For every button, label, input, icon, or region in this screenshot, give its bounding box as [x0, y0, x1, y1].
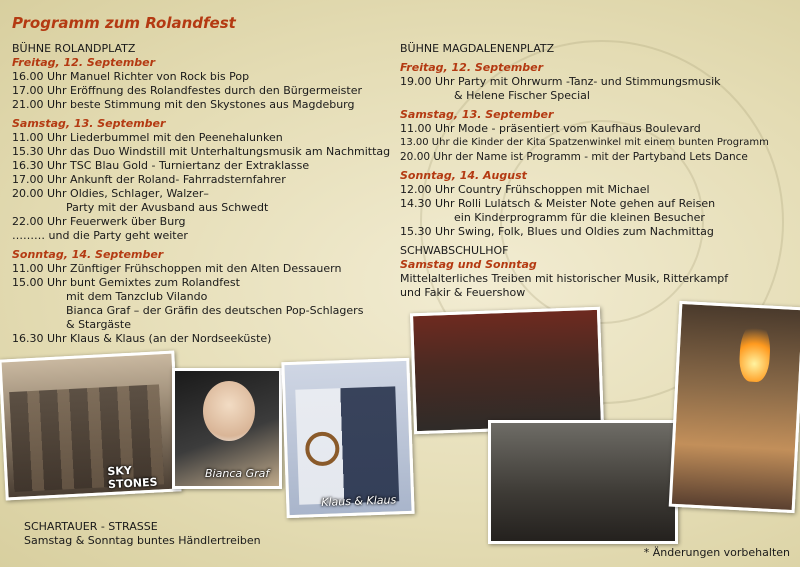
schartauer-strasse-note — [24, 520, 261, 548]
medieval-musicians-photo — [410, 307, 604, 435]
program-line: und Fakir & Feuershow — [400, 286, 526, 299]
venue-heading: BÜHNE MAGDALENENPLATZ — [400, 42, 555, 55]
program-line: Bianca Graf – der Gräfin des deutschen Pop-Schlagers — [66, 304, 364, 317]
fire-torch-icon — [738, 321, 771, 382]
program-line: 16.00 Uhr Manuel Richter von Rock bis Pop — [12, 70, 250, 83]
program-line: 12.00 Uhr Country Frühschoppen mit Michael — [400, 183, 650, 196]
program-line: 20.00 Uhr Oldies, Schlager, Walzer– — [12, 187, 209, 200]
program-line: 15.30 Uhr das Duo Windstill mit Unterhaltungsmusik am Nachmittag — [12, 145, 391, 158]
program-line: 15.30 Uhr Swing, Folk, Blues und Oldies zum Nachmittag — [400, 225, 714, 238]
day-heading: Samstag, 13. September — [12, 117, 166, 130]
program-line: 19.00 Uhr Party mit Ohrwurm -Tanz- und Stimmungsmusik — [400, 75, 721, 88]
program-line: ein Kinderprogramm für die kleinen Besucher — [454, 211, 705, 224]
program-line: & Stargäste — [66, 318, 131, 331]
program-line: 11.00 Uhr Zünftiger Frühschoppen mit den Alten Dessauern — [12, 262, 342, 275]
program-line: 16.30 Uhr Klaus & Klaus (an der Nordseeküste) — [12, 332, 272, 345]
program-line: 17.00 Uhr Ankunft der Roland- Fahrradsternfahrer — [12, 173, 286, 186]
program-line: 20.00 Uhr der Name ist Programm - mit der Partyband Lets Dance — [400, 151, 748, 163]
program-line: 17.00 Uhr Eröffnung des Rolandfestes durch den Bürgermeister — [12, 84, 363, 97]
program-line: Mittelalterliches Treiben mit historischer Musik, Ritterkampf — [400, 272, 729, 285]
program-line: 11.00 Uhr Mode - präsentiert vom Kaufhaus Boulevard — [400, 122, 701, 135]
program-line: 15.00 Uhr bunt Gemixtes zum Rolandfest — [12, 276, 240, 289]
day-heading: Freitag, 12. September — [400, 61, 544, 74]
portrait — [203, 381, 255, 441]
knight-fight-photo — [488, 420, 678, 544]
photo-caption: SKY STONES — [107, 463, 158, 492]
program-line: 14.30 Uhr Rolli Lulatsch & Meister Note gehen auf Reisen — [400, 197, 716, 210]
program-line: Samstag & Sonntag buntes Händlertreiben — [24, 534, 261, 547]
day-heading: Samstag und Sonntag — [400, 258, 537, 271]
photo-caption: Klaus & Klaus — [321, 493, 397, 509]
program-line: mit dem Tanzclub Vilando — [66, 290, 208, 303]
program-line: & Helene Fischer Special — [454, 89, 590, 102]
program-line: 16.30 Uhr TSC Blau Gold - Turniertanz der Extraklasse — [12, 159, 310, 172]
program-line: ……… und die Party geht weiter — [12, 229, 188, 242]
program-line: 11.00 Uhr Liederbummel mit den Peenehalunken — [12, 131, 283, 144]
day-heading: Sonntag, 14. September — [12, 248, 164, 261]
page-title: Programm zum Rolandfest — [12, 14, 236, 32]
venue-heading: SCHWABSCHULHOF — [400, 244, 509, 257]
fire-show-photo — [669, 301, 800, 513]
day-heading: Freitag, 12. September — [12, 56, 156, 69]
footnote: * Änderungen vorbehalten — [643, 546, 790, 559]
right-program — [400, 42, 769, 300]
skystones-photo — [0, 350, 182, 500]
klaus-klaus-photo — [281, 358, 414, 518]
bianca-graf-photo — [172, 368, 282, 489]
venue-heading: SCHARTAUER - STRASSE — [24, 520, 158, 533]
venue-heading: BÜHNE ROLANDPLATZ — [12, 42, 136, 55]
day-heading: Sonntag, 14. August — [400, 169, 527, 182]
left-program — [12, 42, 390, 346]
day-heading: Samstag, 13. September — [400, 108, 554, 121]
program-line: 21.00 Uhr beste Stimmung mit den Skystones aus Magdeburg — [12, 98, 355, 111]
photo-caption: Bianca Graf — [205, 467, 270, 480]
program-line: 22.00 Uhr Feuerwerk über Burg — [12, 215, 186, 228]
program-line: Party mit der Avusband aus Schwedt — [66, 201, 269, 214]
program-line: 13.00 Uhr die Kinder der Kita Spatzenwinkel mit einem bunten Programm — [400, 137, 769, 148]
